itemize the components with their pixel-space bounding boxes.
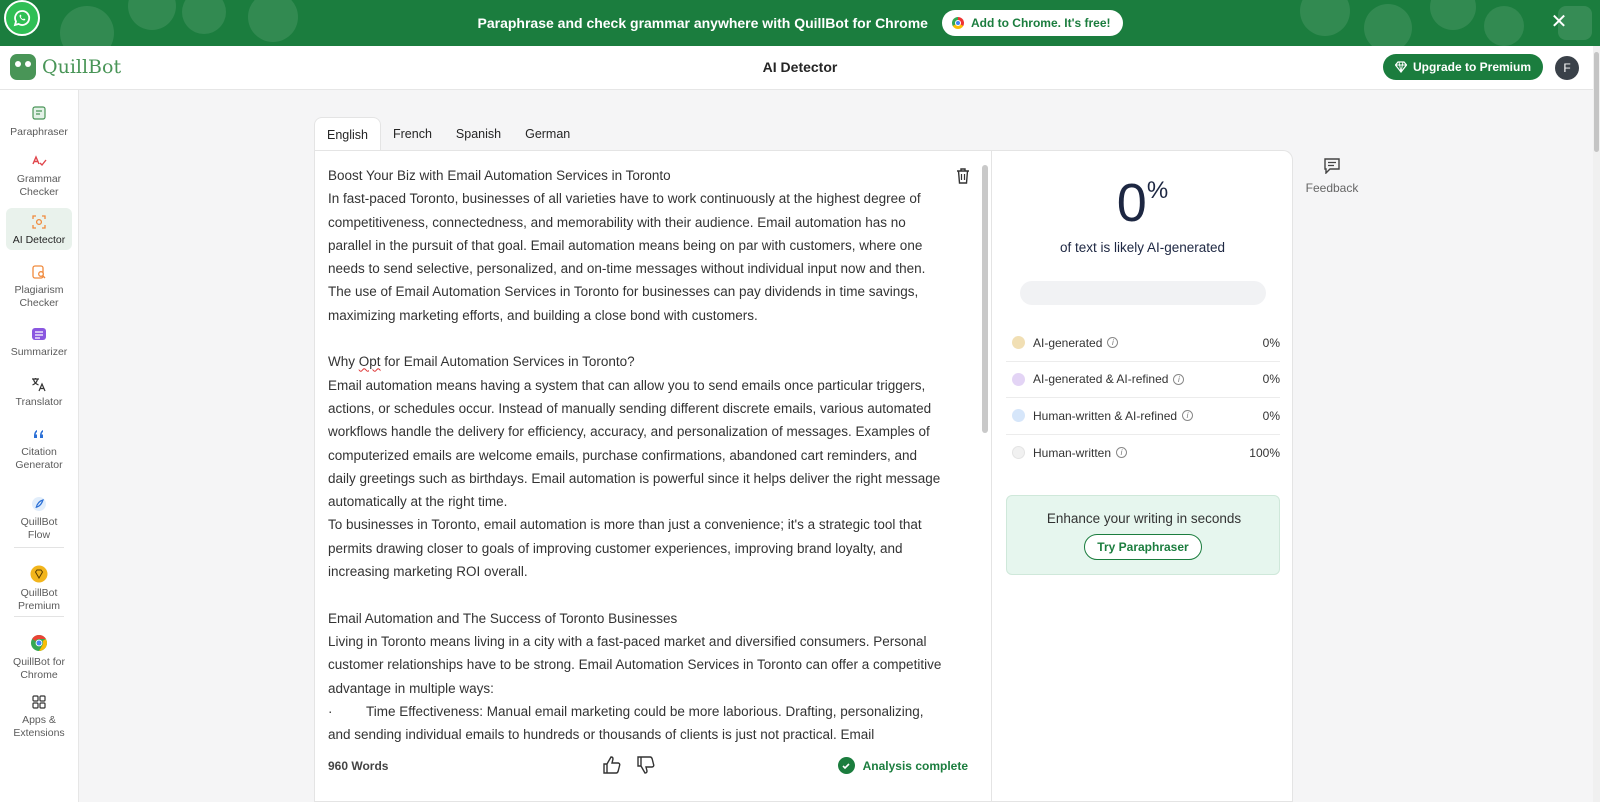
enhance-writing-card	[1006, 495, 1280, 575]
breakdown-label: Human-written & AI-refined	[1033, 408, 1178, 423]
sidebar-item-label: QuillBot for Chrome	[13, 656, 65, 681]
add-to-chrome-button[interactable]	[942, 10, 1123, 36]
quillbot-logo-icon	[10, 54, 36, 80]
ai-score-caption: of text is likely AI-generated	[1059, 240, 1226, 255]
sidebar-item-apps-extensions[interactable]	[6, 688, 72, 740]
ai-score-bar	[1020, 281, 1266, 305]
sidebar-item-summarizer[interactable]	[6, 320, 72, 362]
legend-dot	[1012, 446, 1025, 459]
ai-detector-icon	[30, 214, 48, 230]
feedback-icon	[1323, 158, 1341, 174]
feedback-thumbs	[602, 755, 656, 775]
ai-score	[992, 173, 1293, 233]
spelling-error-word[interactable]: Opt	[358, 354, 381, 370]
analysis-status	[838, 757, 968, 774]
thumbs-up-icon[interactable]	[602, 755, 622, 775]
breakdown-value: 0%	[1262, 372, 1280, 387]
app-header	[0, 46, 1600, 90]
word-count: 960 Words	[328, 759, 389, 773]
enhance-writing-title: Enhance your writing in seconds	[1046, 511, 1242, 526]
sidebar-divider	[14, 547, 64, 548]
editor-paragraph: Boost Your Biz with Email Automation Services in Toronto	[328, 168, 671, 183]
editor-paragraph: In fast-paced Toronto, businesses of all varieties have to work continuously at the highest degree of competitiveness, connectedness, and memorability with their audience. Email automation has no parallel in the pursuit of that goal. Email automation means being on par with customers, where one needs to send selective, personalized, and on-time messages without individual input now and then. The use of Email Automation Services in Toronto for businesses can pay dividends in time savings, maximizing marketing efforts, and building a close bond with customers.	[328, 191, 926, 323]
sidebar-item-quillbot-flow[interactable]	[6, 490, 72, 542]
promo-decoration	[1300, 0, 1350, 36]
breakdown-value: 0%	[1262, 408, 1280, 423]
editor-blank-line	[328, 583, 944, 606]
sidebar-item-ai-detector[interactable]	[6, 208, 72, 250]
diamond-icon	[1395, 61, 1407, 73]
tab-english[interactable]: English	[314, 117, 381, 151]
results-panel	[992, 150, 1293, 802]
info-icon[interactable]: i	[1107, 337, 1118, 348]
sidebar-item-quillbot-premium[interactable]	[6, 559, 72, 611]
editor-text-run: Why	[328, 354, 359, 370]
promo-decoration	[182, 0, 226, 34]
breakdown-label: Human-written	[1033, 445, 1112, 460]
sidebar-item-label: AI Detector	[12, 234, 66, 246]
add-to-chrome-label: Add to Chrome. It's free!	[970, 16, 1111, 30]
close-icon[interactable]: ✕	[1550, 11, 1568, 33]
logo-text: QuillBot	[42, 56, 122, 78]
tab-german[interactable]: German	[525, 127, 571, 141]
promo-decoration	[128, 0, 176, 30]
whatsapp-icon	[4, 0, 40, 36]
breakdown-row-human-written	[1006, 435, 1280, 472]
breakdown-row-ai-generated-ai-refined	[1006, 362, 1280, 399]
sidebar-item-translator[interactable]	[6, 370, 72, 412]
legend-dot	[1012, 409, 1025, 422]
info-icon[interactable]: i	[1182, 410, 1193, 421]
sidebar-item-quillbot-for-chrome[interactable]	[6, 628, 72, 680]
quillbot-logo[interactable]	[10, 54, 121, 80]
sidebar-item-paraphraser[interactable]	[6, 98, 72, 144]
citation-generator-icon	[30, 426, 48, 442]
trash-icon[interactable]	[955, 167, 971, 185]
summarizer-icon	[30, 326, 48, 342]
thumbs-down-icon[interactable]	[636, 755, 656, 775]
sidebar-item-citation-generator[interactable]	[6, 420, 72, 472]
sidebar-item-label: Grammar Checker	[16, 173, 62, 198]
legend-dot	[1012, 336, 1025, 349]
sidebar-item-label: Plagiarism Checker	[14, 284, 64, 309]
plagiarism-checker-icon	[30, 264, 48, 280]
chrome-icon	[952, 17, 964, 29]
ai-score-value: 0	[1116, 173, 1147, 233]
text-input-area[interactable]	[328, 164, 944, 744]
editor-paragraph: · Time Effectiveness: Manual email marketing could be more laborious. Drafting, personalizing, and sending individual emails to hundreds or thousands of clients is just not practical. Email	[328, 703, 928, 743]
editor-blank-line	[328, 327, 944, 350]
editor-paragraph: Email automation means having a system that can allow you to send emails once particular triggers, actions, or schedules occur. Instead of manually sending different discrete emails, various automated workflows handle the delivery for efficiency, accuracy, and personalization of messages. Examples of computerized emails are welcome emails, purchase confirmations, abandoned cart reminders, and daily greetings such as birthdays. Email automation is powerful since it helps deliver the right message automatically at the right time.	[328, 377, 941, 510]
sidebar-item-plagiarism-checker[interactable]	[6, 258, 72, 310]
info-icon[interactable]: i	[1116, 447, 1127, 458]
editor-text-run: for Email Automation Services in Toronto?	[380, 354, 635, 370]
sidebar-divider	[14, 616, 64, 617]
breakdown-label: AI-generated	[1033, 335, 1103, 350]
check-circle-icon	[838, 757, 855, 774]
promo-decoration	[248, 0, 298, 42]
breakdown-value: 0%	[1262, 335, 1280, 350]
sidebar-item-grammar-checker[interactable]	[6, 147, 72, 199]
language-tabs	[314, 117, 582, 151]
page-title: AI Detector	[762, 59, 838, 75]
avatar[interactable]: F	[1555, 56, 1579, 80]
sidebar	[0, 90, 79, 802]
sidebar-item-label: Translator	[15, 396, 63, 408]
upgrade-to-premium-button[interactable]	[1383, 54, 1543, 80]
promo-text: Paraphrase and check grammar anywhere with QuillBot for Chrome	[477, 15, 928, 31]
sidebar-item-label: Apps & Extensions	[13, 714, 65, 739]
promo-decoration	[1364, 4, 1412, 46]
analysis-status-label: Analysis complete	[862, 758, 968, 773]
translator-icon	[30, 376, 48, 392]
feedback-button[interactable]	[1305, 158, 1359, 195]
promo-decoration	[1484, 6, 1524, 46]
sidebar-item-label: QuillBot Flow	[20, 516, 58, 541]
breakdown-value: 100%	[1249, 445, 1280, 460]
legend-dot	[1012, 373, 1025, 386]
feedback-label: Feedback	[1305, 181, 1359, 195]
grammar-checker-icon	[30, 153, 48, 169]
sidebar-item-label: Citation Generator	[15, 446, 63, 471]
page-scrollbar[interactable]	[1593, 46, 1600, 802]
info-icon[interactable]: i	[1173, 374, 1184, 385]
sidebar-item-label: Summarizer	[10, 346, 68, 358]
promo-decoration	[60, 6, 114, 46]
page-scrollbar-thumb[interactable]	[1594, 52, 1599, 152]
editor-footer	[328, 751, 968, 781]
ai-score-percent-sign: %	[1146, 177, 1169, 204]
chrome-icon	[30, 634, 48, 652]
paraphraser-icon	[30, 104, 48, 122]
breakdown-row-human-written-ai-refined	[1006, 398, 1280, 435]
text-editor-card	[314, 150, 992, 802]
sidebar-item-label: QuillBot Premium	[17, 587, 60, 612]
tab-spanish[interactable]: Spanish	[455, 127, 502, 141]
editor-paragraph: To businesses in Toronto, email automation is more than just a convenience; it's a strategic tool that permits drawing closer to goals of improving customer experiences, improving brand loyalty, and increasing marketing ROI overall.	[328, 517, 922, 580]
promo-banner	[0, 0, 1600, 46]
editor-scrollbar-thumb[interactable]	[982, 165, 988, 433]
editor-paragraph: Email Automation and The Success of Toronto Businesses	[328, 610, 678, 626]
quillbot-flow-icon	[30, 496, 48, 512]
editor-paragraph: Living in Toronto means living in a city with a fast-paced market and diversified consumers. Personal customer relationships have to be strong. Email Automation Services in Toronto can offer a competitive advantage in multiple ways:	[328, 633, 942, 696]
premium-diamond-icon	[30, 565, 48, 583]
breakdown-row-ai-generated	[1006, 325, 1280, 362]
apps-grid-icon	[30, 694, 48, 710]
breakdown-list	[1006, 325, 1280, 471]
breakdown-label: AI-generated & AI-refined	[1033, 372, 1169, 387]
editor-paragraph	[328, 350, 944, 373]
upgrade-label: Upgrade to Premium	[1412, 60, 1532, 74]
promo-decoration	[1430, 0, 1476, 30]
try-paraphraser-button[interactable]: Try Paraphraser	[1084, 534, 1202, 560]
tab-french[interactable]: French	[393, 127, 432, 141]
sidebar-item-label: Paraphraser	[10, 126, 68, 138]
